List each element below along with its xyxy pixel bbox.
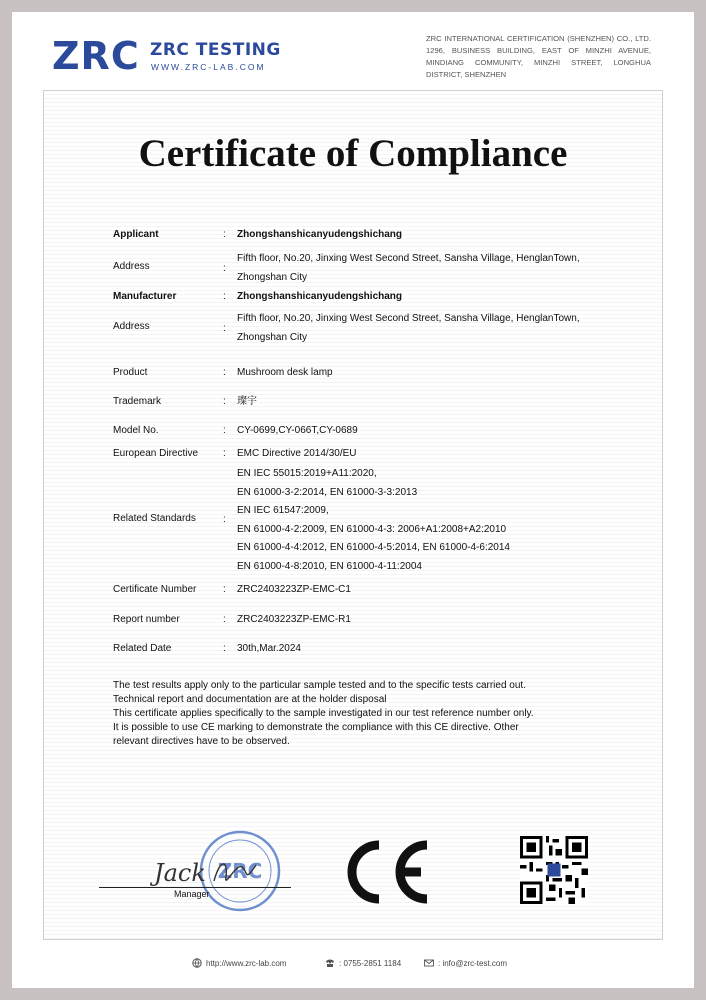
applicant-value: Zhongshanshicanyudengshichang [237,229,403,240]
colon: : [223,291,226,302]
standard-item: EN IEC 61547:2009, [237,505,329,516]
colon: : [223,367,226,378]
phone-icon [325,958,335,968]
colon: : [223,514,226,525]
footer-phone: : 0755-2851 1184 [325,958,401,968]
logo-url: WWW.ZRC-LAB.COM [151,62,266,72]
product-value: Mushroom desk lamp [237,367,333,378]
standards-list [237,465,627,576]
logo-mark: ZRC [52,34,140,78]
directive-value: EMC Directive 2014/30/EU [237,448,357,459]
footer-email[interactable]: : info@zrc-test.com [424,958,507,968]
email-text: info@zrc-test.com [442,959,508,968]
manager-label: Manager [174,889,210,899]
colon: : [223,448,226,459]
date-value: 30th,Mar.2024 [237,643,301,654]
manufacturer-address-value: Fifth floor, No.20, Jinxing West Second Street, Sansha Village, HenglanTown, Zhongshan City [237,313,580,343]
colon: : [223,614,226,625]
signature-line [99,887,291,888]
ce-mark [341,839,433,905]
qr-code [520,835,588,905]
signature-text: Jack [154,859,206,887]
standard-item: EN 61000-4-8:2010, EN 61000-4-11:2004 [237,560,422,572]
note-line: The test results apply only to the particular sample tested and to the specific tests carried out. [113,680,526,691]
logo-company-name: ZRC TESTING [150,40,281,60]
trademark-label: Trademark [113,396,161,407]
address-label: Address [113,261,150,272]
certificate-page [12,12,694,988]
colon: : [223,263,226,274]
colon: : [223,396,226,407]
certificate-number-value: ZRC2403223ZP-EMC-C1 [237,584,351,595]
note-line: Technical report and documentation are at the holder disposal [113,694,387,705]
note-line: relevant directives have to be observed. [113,736,290,747]
phone-text: 0755-2851 1184 [343,959,402,968]
product-label: Product [113,367,148,378]
website-text: http://www.zrc-lab.com [206,959,287,968]
applicant-address-value: Fifth floor, No.20, Jinxing West Second Street, Sansha Village, HenglanTown, Zhongshan City [237,253,580,283]
certificate-number-label: Certificate Number [113,584,197,595]
certificate-frame [43,90,663,940]
certificate-title: Certificate of Compliance [138,132,568,175]
note-line: It is possible to use CE marking to demonstrate the compliance with this CE directive. Other [113,722,519,733]
compliance-notes [113,679,593,749]
standard-item: EN 61000-4-2:2009, EN 61000-4-3: 2006+A1:2008+A2:2010 [237,523,507,535]
manager-signature [144,841,284,901]
mail-icon [424,958,434,968]
colon: : [223,425,226,436]
date-label: Related Date [113,643,172,654]
standard-item: EN 61000-3-2:2014, EN 61000-3-3:2013 [237,486,418,498]
standard-item: EN 61000-4-4:2012, EN 61000-4-5:2014, EN 61000-4-6:2014 [237,542,510,553]
report-number-value: ZRC2403223ZP-EMC-R1 [237,614,351,625]
stamp-text: ZRC [217,859,263,883]
report-number-label: Report number [113,614,180,625]
standards-label: Related Standards [113,513,196,524]
directive-label: European Directive [113,448,199,459]
model-value: CY-0699,CY-066T,CY-0689 [237,425,358,436]
trademark-value: 璨宇 [237,396,257,407]
standard-item: EN IEC 55015:2019+A11:2020, [237,468,377,479]
manufacturer-label: Manufacturer [113,291,177,302]
colon: : [223,229,226,240]
model-label: Model No. [113,425,159,436]
footer-website[interactable] [192,958,286,968]
address-label: Address [113,321,150,332]
zrc-logo [52,34,292,90]
globe-icon [192,958,202,968]
issuer-address: ZRC INTERNATIONAL CERTIFICATION (SHENZHEN) CO., LTD. 1296, BUSINESS BUILDING, EAST OF MINZHI AVENUE, MINDIANG COMMUNITY, MINZHI STREET, LONGHUA DISTRICT, SHENZHEN [426,34,651,79]
colon: : [223,643,226,654]
note-line: This certificate applies specifically to the sample investigated in our test reference number only. [113,708,534,719]
colon: : [223,323,226,334]
colon: : [223,584,226,595]
manufacturer-value: Zhongshanshicanyudengshichang [237,291,403,302]
applicant-label: Applicant [113,229,159,240]
